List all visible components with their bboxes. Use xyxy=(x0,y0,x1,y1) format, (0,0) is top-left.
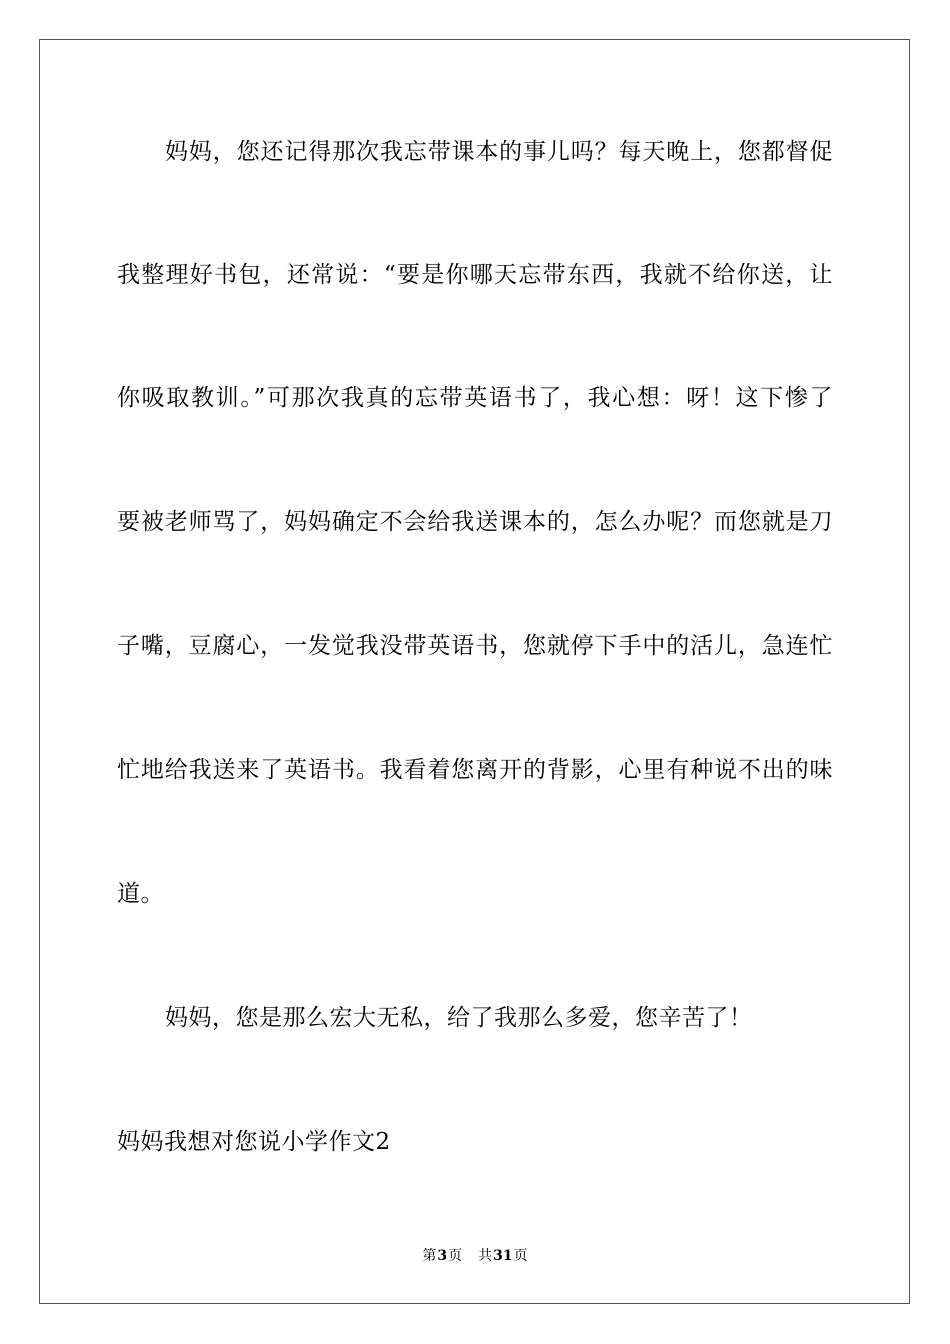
footer-total-pages: 31 xyxy=(493,1248,513,1264)
footer-page-suffix: 页 xyxy=(448,1248,463,1264)
paragraph-1-line-3: 你吸取教训。”可那次我真的忘带英语书了，我心想：呀！这下惨了 xyxy=(117,385,833,411)
paragraph-1-line-7: 道。 xyxy=(117,881,164,907)
paragraph-1-line-1: 妈妈，您还记得那次我忘带课本的事儿吗？每天晚上，您都督促 xyxy=(165,139,833,165)
paragraph-1-line-4: 要被老师骂了，妈妈确定不会给我送课本的，怎么办呢？而您就是刀 xyxy=(117,509,833,535)
footer-total-prefix: 共 xyxy=(478,1248,493,1264)
footer-total-suffix: 页 xyxy=(513,1248,528,1264)
footer-page-number: 3 xyxy=(437,1248,448,1264)
page-footer xyxy=(0,1247,950,1265)
paragraph-1-line-6: 忙地给我送来了英语书。我看着您离开的背影，心里有种说不出的味 xyxy=(117,757,833,783)
paragraph-1-line-5: 子嘴，豆腐心，一发觉我没带英语书，您就停下手中的活儿，急连忙 xyxy=(117,633,833,659)
paragraph-2: 妈妈，您是那么宏大无私，给了我那么多爱，您辛苦了！ xyxy=(165,1005,753,1031)
paragraph-1-line-2: 我整理好书包，还常说：“要是你哪天忘带东西，我就不给你送，让 xyxy=(117,262,833,288)
footer-page-prefix: 第 xyxy=(422,1248,437,1264)
page-frame xyxy=(39,39,910,1304)
section-heading: 妈妈我想对您说小学作文2 xyxy=(117,1129,391,1155)
